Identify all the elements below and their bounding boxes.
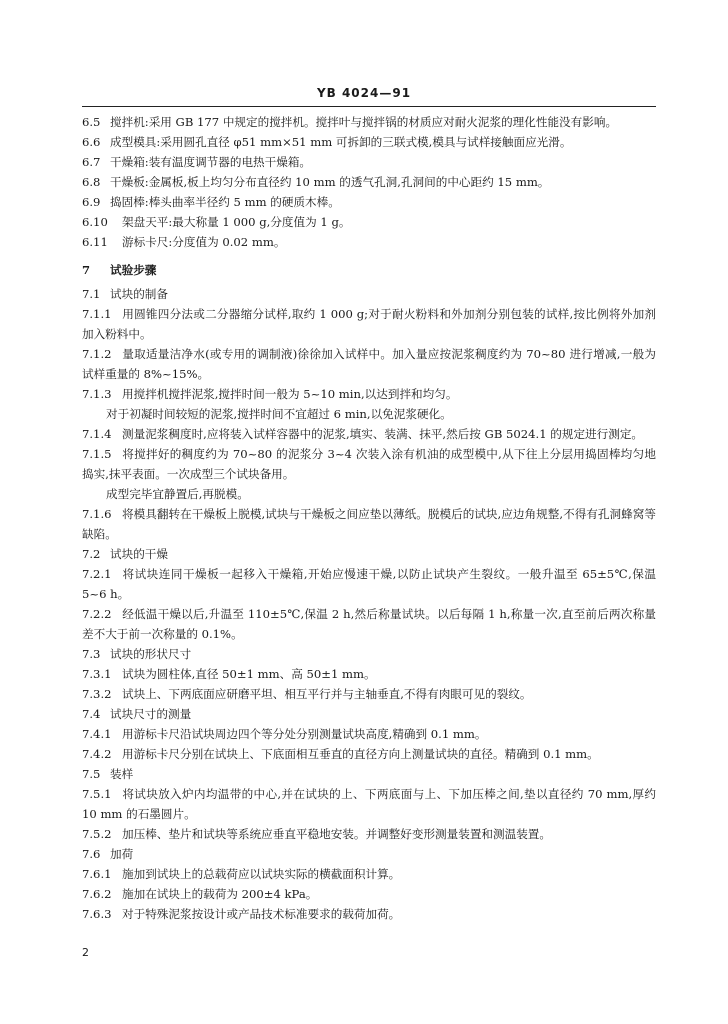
clause-text: 量取适量洁净水(或专用的调制液)徐徐加入试样中。加入量应按泥浆稠度约为 70~80 进行增减,一般为试样重量的 8%~15%。 bbox=[82, 347, 656, 381]
clause-number: 7.1.3 bbox=[82, 387, 112, 401]
clause bbox=[82, 724, 656, 744]
page-number: 2 bbox=[82, 946, 89, 959]
clause-text: 试块的干燥 bbox=[110, 547, 168, 561]
clause bbox=[82, 192, 656, 212]
clause bbox=[82, 152, 656, 172]
clause-number: 7.6.1 bbox=[82, 867, 112, 881]
clause-number: 6.5 bbox=[82, 115, 101, 129]
clause bbox=[82, 544, 656, 564]
clause-text: 施加到试块上的总载荷应以试块实际的横截面积计算。 bbox=[122, 867, 401, 881]
section-heading bbox=[82, 260, 656, 280]
clause bbox=[82, 132, 656, 152]
clause-text: 试块的制备 bbox=[110, 287, 168, 301]
clause bbox=[82, 484, 656, 504]
clause-text: 测量泥浆稠度时,应将装入试样容器中的泥浆,填实、装满、抹平,然后按 GB 5024.1 的规定进行测定。 bbox=[122, 427, 644, 441]
clause-text: 试块上、下两底面应研磨平坦、相互平行并与主轴垂直,不得有肉眼可见的裂纹。 bbox=[122, 687, 532, 701]
clause-number: 6.10 bbox=[82, 215, 108, 229]
clause-text: 加荷 bbox=[110, 847, 134, 861]
clause bbox=[82, 304, 656, 344]
clause-text: 装样 bbox=[110, 767, 134, 781]
clause-number: 7.1 bbox=[82, 287, 101, 301]
clause-text: 将试块放入炉内均温带的中心,并在试块的上、下两底面与上、下加压棒之间,垫以直径约 70 mm,厚约 10 mm 的石墨圆片。 bbox=[82, 787, 656, 821]
clause bbox=[82, 564, 656, 604]
clause bbox=[82, 704, 656, 724]
clause-number: 7 bbox=[82, 263, 91, 277]
clause-number: 7.1.2 bbox=[82, 347, 112, 361]
clause-number: 7.5 bbox=[82, 767, 101, 781]
clause-number: 7.3 bbox=[82, 647, 101, 661]
clause-number: 7.3.2 bbox=[82, 687, 112, 701]
clause-number: 7.6.3 bbox=[82, 907, 112, 921]
clause-text: 用游标卡尺分别在试块上、下底面相互垂直的直径方向上测量试块的直径。精确到 0.1 mm。 bbox=[122, 747, 599, 761]
clause bbox=[82, 444, 656, 484]
clause-number: 6.9 bbox=[82, 195, 101, 209]
clause-number: 7.2.2 bbox=[82, 607, 112, 621]
clause-text: 试块为圆柱体,直径 50±1 mm、高 50±1 mm。 bbox=[122, 667, 376, 681]
clause-text: 游标卡尺:分度值为 0.02 mm。 bbox=[122, 235, 286, 249]
clause bbox=[82, 504, 656, 544]
clause bbox=[82, 232, 656, 252]
clause-text: 用游标卡尺沿试块周边四个等分处分别测量试块高度,精确到 0.1 mm。 bbox=[122, 727, 487, 741]
clause-number: 7.6.2 bbox=[82, 887, 112, 901]
page-header: YB 4024—91 bbox=[316, 86, 412, 100]
clause-text: 架盘天平:最大称量 1 000 g,分度值为 1 g。 bbox=[122, 215, 351, 229]
clause-text: 加压棒、垫片和试块等系统应垂直平稳地安装。并调整好变形测量装置和测温装置。 bbox=[122, 827, 551, 841]
clause-number: 7.1.4 bbox=[82, 427, 112, 441]
clause-number: 7.5.2 bbox=[82, 827, 112, 841]
clause-text: 将搅拌好的稠度约为 70~80 的泥浆分 3~4 次装入涂有机油的成型模中,从下往上分层用捣固棒均匀地捣实,抹平表面。一次成型三个试块备用。 bbox=[82, 447, 656, 481]
clause bbox=[82, 864, 656, 884]
clause-number: 6.11 bbox=[82, 235, 108, 249]
clause bbox=[82, 784, 656, 824]
clause-text: 试块的形状尺寸 bbox=[110, 647, 192, 661]
clause bbox=[82, 424, 656, 444]
clause bbox=[82, 284, 656, 304]
clause bbox=[82, 884, 656, 904]
clause bbox=[82, 404, 656, 424]
clause-text: 经低温干燥以后,升温至 110±5℃,保温 2 h,然后称量试块。以后每隔 1 h,称量一次,直至前后两次称量差不大于前一次称量的 0.1%。 bbox=[82, 607, 656, 641]
clause-text: 对于特殊泥浆按设计或产品技术标准要求的载荷加荷。 bbox=[122, 907, 401, 921]
clause bbox=[82, 604, 656, 644]
document-body bbox=[82, 112, 656, 924]
clause-text: 用搅拌机搅拌泥浆,搅拌时间一般为 5~10 min,以达到拌和均匀。 bbox=[122, 387, 458, 401]
clause-text: 将模具翻转在干燥板上脱模,试块与干燥板之间应垫以薄纸。脱模后的试块,应边角规整,不得有孔洞蜂窝等缺陷。 bbox=[82, 507, 656, 541]
clause bbox=[82, 824, 656, 844]
clause bbox=[82, 684, 656, 704]
clause-text: 将试块连同干燥板一起移入干燥箱,开始应慢速干燥,以防止试块产生裂纹。一般升温至 65±5℃,保温 5~6 h。 bbox=[82, 567, 656, 601]
clause bbox=[82, 344, 656, 384]
clause bbox=[82, 844, 656, 864]
clause bbox=[82, 744, 656, 764]
clause bbox=[82, 112, 656, 132]
clause-number: 7.3.1 bbox=[82, 667, 112, 681]
clause-text: 施加在试块上的载荷为 200±4 kPa。 bbox=[122, 887, 318, 901]
clause-number: 7.1.1 bbox=[82, 307, 112, 321]
clause-number: 6.6 bbox=[82, 135, 101, 149]
clause-number: 7.4.1 bbox=[82, 727, 112, 741]
clause bbox=[82, 764, 656, 784]
clause-number: 7.4.2 bbox=[82, 747, 112, 761]
clause-text: 捣固棒:棒头曲率半径约 5 mm 的硬质木棒。 bbox=[110, 195, 340, 209]
clause bbox=[82, 904, 656, 924]
clause-number: 6.8 bbox=[82, 175, 101, 189]
header-rule bbox=[82, 106, 656, 107]
clause bbox=[82, 384, 656, 404]
clause-number: 7.4 bbox=[82, 707, 101, 721]
clause-text: 用圆锥四分法或二分器缩分试样,取约 1 000 g;对于耐火粉料和外加剂分别包装的试样,按比例将外加剂加入粉料中。 bbox=[82, 307, 656, 341]
clause-number: 7.1.6 bbox=[82, 507, 112, 521]
clause bbox=[82, 644, 656, 664]
clause-text: 搅拌机:采用 GB 177 中规定的搅拌机。搅拌叶与搅拌锅的材质应对耐火泥浆的理化性能没有影响。 bbox=[110, 115, 618, 129]
clause-text: 干燥板:金属板,板上均匀分布直径约 10 mm 的透气孔洞,孔洞间的中心距约 15 mm。 bbox=[110, 175, 550, 189]
clause-number: 7.2.1 bbox=[82, 567, 112, 581]
clause-text: 对于初凝时间较短的泥浆,搅拌时间不宜超过 6 min,以免泥浆硬化。 bbox=[106, 407, 452, 421]
clause-number: 7.2 bbox=[82, 547, 101, 561]
clause-number: 7.6 bbox=[82, 847, 101, 861]
clause-number: 6.7 bbox=[82, 155, 101, 169]
clause-text: 试验步骤 bbox=[110, 263, 157, 277]
clause bbox=[82, 172, 656, 192]
clause-text: 成型模具:采用圆孔直径 φ51 mm×51 mm 可拆卸的三联式模,模具与试样接触面应光滑。 bbox=[110, 135, 572, 149]
clause-number: 7.5.1 bbox=[82, 787, 112, 801]
clause-number: 7.1.5 bbox=[82, 447, 112, 461]
clause bbox=[82, 212, 656, 232]
clause-text: 成型完毕宜静置后,再脱模。 bbox=[106, 487, 249, 501]
clause bbox=[82, 664, 656, 684]
clause-text: 试块尺寸的测量 bbox=[110, 707, 192, 721]
clause-text: 干燥箱:装有温度调节器的电热干燥箱。 bbox=[110, 155, 312, 169]
